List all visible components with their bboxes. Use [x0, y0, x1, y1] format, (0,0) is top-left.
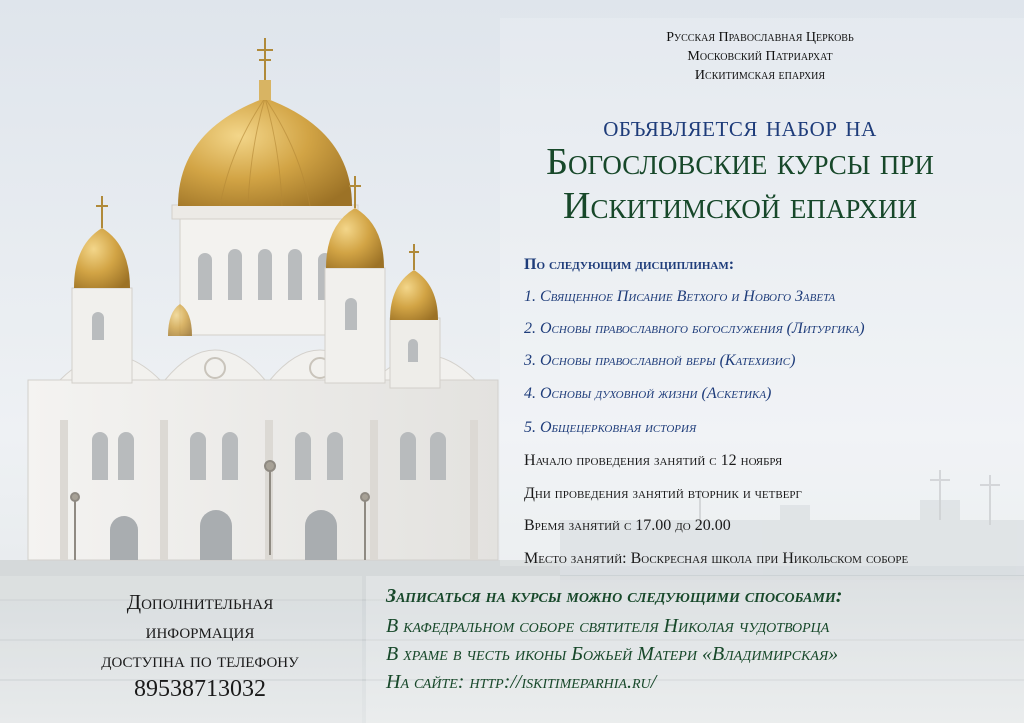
contact-info	[40, 588, 360, 704]
phone-number: 89538713032	[134, 676, 266, 702]
signup-method: В кафедральном соборе святителя Николая чудотворца	[386, 615, 830, 637]
discipline-item: 5. Общецерковная история	[524, 419, 697, 436]
contact-line3: доступна по телефону	[101, 648, 299, 672]
class-days-info: Дни проведения занятий вторник и четверг	[524, 485, 802, 502]
course-title-line2: Искитимской епархии	[563, 185, 917, 227]
header-diocese: Искитимская епархия	[694, 68, 826, 83]
header-patriarchate: Московский Патриархат	[687, 49, 833, 64]
header-church: Русская Православная Церковь	[666, 30, 854, 45]
contact-line1: Дополнительная	[126, 590, 274, 614]
discipline-item: 3. Основы православной веры (Катехизис)	[524, 352, 796, 369]
signup-method: В храме в честь иконы Божьей Матери «Владимирская»	[386, 643, 839, 665]
announcement-heading: объявляется набор на	[603, 110, 877, 143]
start-date-info: Начало проведения занятий с 12 ноября	[524, 452, 783, 469]
contact-line2: информация	[145, 619, 255, 643]
discipline-item: 2. Основы православного богослужения (Литургика)	[524, 320, 865, 337]
discipline-item: 1. Священное Писание Ветхого и Нового Завета	[524, 288, 836, 305]
course-title-line1: Богословские курсы при	[546, 141, 934, 183]
diocese-header	[540, 28, 980, 85]
discipline-item: 4. Основы духовной жизни (Аскетика)	[524, 385, 772, 402]
class-time-info: Время занятий с 17.00 до 20.00	[524, 517, 731, 534]
signup-heading: Записаться на курсы можно следующими способами:	[386, 585, 843, 607]
course-title	[500, 140, 980, 228]
signup-website: На сайте: http://iskitimeparhia.ru/	[386, 671, 657, 693]
disciplines-heading: По следующим дисциплинам:	[524, 256, 735, 273]
class-place-info: Место занятий: Воскресная школа при Никольском соборе	[524, 550, 909, 567]
